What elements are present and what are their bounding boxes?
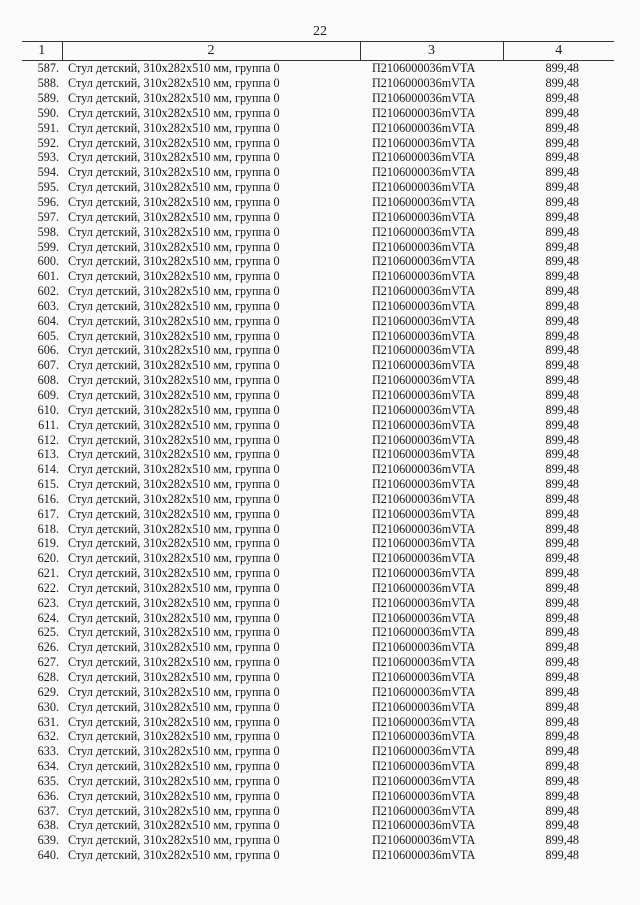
table-row <box>22 284 614 299</box>
table-row <box>22 224 614 239</box>
item-price-cell: 899,48 <box>545 744 579 759</box>
item-code-cell: П2106000036mVTA <box>372 536 476 551</box>
row-number-cell: 614. <box>37 462 59 477</box>
item-price-cell: 899,48 <box>545 91 579 106</box>
table-row <box>22 684 614 699</box>
item-name-cell: Стул детский, 310x282x510 мм, группа 0 <box>68 788 280 803</box>
table-row <box>22 91 614 106</box>
row-number-cell: 636. <box>37 788 59 803</box>
item-code-cell: П2106000036mVTA <box>372 120 476 135</box>
item-code-cell: П2106000036mVTA <box>372 818 476 833</box>
item-name-cell: Стул детский, 310x282x510 мм, группа 0 <box>68 477 280 492</box>
table-row <box>22 818 614 833</box>
item-price-cell: 899,48 <box>545 625 579 640</box>
inventory-table-container <box>22 41 614 863</box>
item-code-cell: П2106000036mVTA <box>372 180 476 195</box>
table-row <box>22 432 614 447</box>
item-code-cell: П2106000036mVTA <box>372 61 476 76</box>
item-code-cell: П2106000036mVTA <box>372 76 476 91</box>
table-row <box>22 610 614 625</box>
item-price-cell: 899,48 <box>545 150 579 165</box>
row-number-cell: 599. <box>37 239 59 254</box>
table-row <box>22 774 614 789</box>
item-name-cell: Стул детский, 310x282x510 мм, группа 0 <box>68 402 280 417</box>
item-name-cell: Стул детский, 310x282x510 мм, группа 0 <box>68 284 280 299</box>
table-row <box>22 536 614 551</box>
item-name-cell: Стул детский, 310x282x510 мм, группа 0 <box>68 491 280 506</box>
row-number-cell: 588. <box>37 76 59 91</box>
table-row <box>22 76 614 91</box>
item-price-cell: 899,48 <box>545 640 579 655</box>
item-name-cell: Стул детский, 310x282x510 мм, группа 0 <box>68 298 280 313</box>
column-header-3: 3 <box>360 42 503 61</box>
item-price-cell: 899,48 <box>545 209 579 224</box>
item-name-cell: Стул детский, 310x282x510 мм, группа 0 <box>68 373 280 388</box>
item-price-cell: 899,48 <box>545 506 579 521</box>
row-number-cell: 620. <box>37 551 59 566</box>
item-price-cell: 899,48 <box>545 373 579 388</box>
item-code-cell: П2106000036mVTA <box>372 773 476 788</box>
page-number: 22 <box>313 24 327 39</box>
row-number-cell: 606. <box>37 343 59 358</box>
item-price-cell: 899,48 <box>545 595 579 610</box>
row-number-cell: 600. <box>37 254 59 269</box>
item-name-cell: Стул детский, 310x282x510 мм, группа 0 <box>68 105 280 120</box>
row-number-cell: 632. <box>37 729 59 744</box>
header-row <box>22 42 614 61</box>
item-price-cell: 899,48 <box>545 224 579 239</box>
table-row <box>22 106 614 121</box>
row-number-cell: 640. <box>37 848 59 863</box>
item-name-cell: Стул детский, 310x282x510 мм, группа 0 <box>68 595 280 610</box>
table-row <box>22 447 614 462</box>
table-row <box>22 477 614 492</box>
row-number-cell: 610. <box>37 402 59 417</box>
item-code-cell: П2106000036mVTA <box>372 551 476 566</box>
item-price-cell: 899,48 <box>545 788 579 803</box>
item-price-cell: 899,48 <box>545 699 579 714</box>
item-price-cell: 899,48 <box>545 729 579 744</box>
item-name-cell: Стул детский, 310x282x510 мм, группа 0 <box>68 120 280 135</box>
row-number-cell: 635. <box>37 773 59 788</box>
item-name-cell: Стул детский, 310x282x510 мм, группа 0 <box>68 76 280 91</box>
item-price-cell: 899,48 <box>545 61 579 76</box>
item-code-cell: П2106000036mVTA <box>372 521 476 536</box>
item-name-cell: Стул детский, 310x282x510 мм, группа 0 <box>68 387 280 402</box>
item-price-cell: 899,48 <box>545 833 579 848</box>
item-price-cell: 899,48 <box>545 417 579 432</box>
row-number-cell: 613. <box>37 447 59 462</box>
table-row <box>22 135 614 150</box>
item-name-cell: Стул детский, 310x282x510 мм, группа 0 <box>68 417 280 432</box>
row-number-cell: 602. <box>37 284 59 299</box>
item-code-cell: П2106000036mVTA <box>372 254 476 269</box>
table-row <box>22 581 614 596</box>
item-code-cell: П2106000036mVTA <box>372 402 476 417</box>
item-code-cell: П2106000036mVTA <box>372 714 476 729</box>
item-code-cell: П2106000036mVTA <box>372 447 476 462</box>
item-price-cell: 899,48 <box>545 655 579 670</box>
item-name-cell: Стул детский, 310x282x510 мм, группа 0 <box>68 91 280 106</box>
item-price-cell: 899,48 <box>545 759 579 774</box>
row-number-cell: 590. <box>37 105 59 120</box>
row-number-cell: 625. <box>37 625 59 640</box>
item-price-cell: 899,48 <box>545 284 579 299</box>
table-row <box>22 388 614 403</box>
item-name-cell: Стул детский, 310x282x510 мм, группа 0 <box>68 536 280 551</box>
item-code-cell: П2106000036mVTA <box>372 150 476 165</box>
item-name-cell: Стул детский, 310x282x510 мм, группа 0 <box>68 506 280 521</box>
item-name-cell: Стул детский, 310x282x510 мм, группа 0 <box>68 848 280 863</box>
table-header <box>22 42 614 61</box>
table-row <box>22 209 614 224</box>
item-name-cell: Стул детский, 310x282x510 мм, группа 0 <box>68 833 280 848</box>
row-number-cell: 621. <box>37 566 59 581</box>
table-row <box>22 714 614 729</box>
item-code-cell: П2106000036mVTA <box>372 744 476 759</box>
item-name-cell: Стул детский, 310x282x510 мм, группа 0 <box>68 195 280 210</box>
table-row <box>22 551 614 566</box>
item-code-cell: П2106000036mVTA <box>372 595 476 610</box>
item-price-cell: 899,48 <box>545 328 579 343</box>
table-row <box>22 759 614 774</box>
item-code-cell: П2106000036mVTA <box>372 91 476 106</box>
item-price-cell: 899,48 <box>545 684 579 699</box>
table-row <box>22 239 614 254</box>
table-body <box>22 61 614 863</box>
item-code-cell: П2106000036mVTA <box>372 224 476 239</box>
item-name-cell: Стул детский, 310x282x510 мм, группа 0 <box>68 447 280 462</box>
row-number-cell: 615. <box>37 477 59 492</box>
item-price-cell: 899,48 <box>545 298 579 313</box>
row-number-cell: 623. <box>37 595 59 610</box>
item-code-cell: П2106000036mVTA <box>372 209 476 224</box>
row-number-cell: 607. <box>37 358 59 373</box>
row-number-cell: 608. <box>37 373 59 388</box>
item-code-cell: П2106000036mVTA <box>372 135 476 150</box>
item-price-cell: 899,48 <box>545 239 579 254</box>
item-price-cell: 899,48 <box>545 477 579 492</box>
item-name-cell: Стул детский, 310x282x510 мм, группа 0 <box>68 61 280 76</box>
table-row <box>22 699 614 714</box>
table-row <box>22 165 614 180</box>
item-price-cell: 899,48 <box>545 105 579 120</box>
table-row <box>22 417 614 432</box>
item-name-cell: Стул детский, 310x282x510 мм, группа 0 <box>68 209 280 224</box>
item-price-cell: 899,48 <box>545 447 579 462</box>
item-price-cell: 899,48 <box>545 402 579 417</box>
item-code-cell: П2106000036mVTA <box>372 298 476 313</box>
item-code-cell: П2106000036mVTA <box>372 462 476 477</box>
table-row <box>22 328 614 343</box>
item-code-cell: П2106000036mVTA <box>372 506 476 521</box>
row-number-cell: 622. <box>37 580 59 595</box>
table-row <box>22 788 614 803</box>
item-code-cell: П2106000036mVTA <box>372 491 476 506</box>
item-name-cell: Стул детский, 310x282x510 мм, группа 0 <box>68 714 280 729</box>
item-name-cell: Стул детский, 310x282x510 мм, группа 0 <box>68 803 280 818</box>
item-code-cell: П2106000036mVTA <box>372 417 476 432</box>
row-number-cell: 589. <box>37 91 59 106</box>
row-number-cell: 616. <box>37 491 59 506</box>
item-code-cell: П2106000036mVTA <box>372 699 476 714</box>
item-price-cell: 899,48 <box>545 76 579 91</box>
item-name-cell: Стул детский, 310x282x510 мм, группа 0 <box>68 180 280 195</box>
table-row <box>22 566 614 581</box>
item-name-cell: Стул детский, 310x282x510 мм, группа 0 <box>68 254 280 269</box>
row-number-cell: 638. <box>37 818 59 833</box>
row-number-cell: 630. <box>37 699 59 714</box>
item-price-cell: 899,48 <box>545 343 579 358</box>
item-name-cell: Стул детский, 310x282x510 мм, группа 0 <box>68 566 280 581</box>
row-number-cell: 626. <box>37 640 59 655</box>
table-row <box>22 120 614 135</box>
table-row <box>22 462 614 477</box>
item-price-cell: 899,48 <box>545 491 579 506</box>
item-price-cell: 899,48 <box>545 714 579 729</box>
item-name-cell: Стул детский, 310x282x510 мм, группа 0 <box>68 580 280 595</box>
table-row <box>22 848 614 863</box>
row-number-cell: 604. <box>37 313 59 328</box>
item-name-cell: Стул детский, 310x282x510 мм, группа 0 <box>68 135 280 150</box>
item-code-cell: П2106000036mVTA <box>372 625 476 640</box>
row-number-cell: 628. <box>37 670 59 685</box>
row-number-cell: 597. <box>37 209 59 224</box>
item-name-cell: Стул детский, 310x282x510 мм, группа 0 <box>68 239 280 254</box>
item-price-cell: 899,48 <box>545 358 579 373</box>
item-name-cell: Стул детский, 310x282x510 мм, группа 0 <box>68 269 280 284</box>
item-price-cell: 899,48 <box>545 462 579 477</box>
item-code-cell: П2106000036mVTA <box>372 387 476 402</box>
row-number-cell: 624. <box>37 610 59 625</box>
item-price-cell: 899,48 <box>545 432 579 447</box>
item-code-cell: П2106000036mVTA <box>372 848 476 863</box>
item-name-cell: Стул детский, 310x282x510 мм, группа 0 <box>68 150 280 165</box>
row-number-cell: 592. <box>37 135 59 150</box>
row-number-cell: 611. <box>38 417 59 432</box>
item-price-cell: 899,48 <box>545 670 579 685</box>
item-name-cell: Стул детский, 310x282x510 мм, группа 0 <box>68 699 280 714</box>
item-price-cell: 899,48 <box>545 135 579 150</box>
item-name-cell: Стул детский, 310x282x510 мм, группа 0 <box>68 625 280 640</box>
item-code-cell: П2106000036mVTA <box>372 343 476 358</box>
item-price-cell: 899,48 <box>545 803 579 818</box>
item-price-cell: 899,48 <box>545 387 579 402</box>
table-row <box>22 744 614 759</box>
item-name-cell: Стул детский, 310x282x510 мм, группа 0 <box>68 551 280 566</box>
row-number-cell: 601. <box>37 269 59 284</box>
column-header-2: 2 <box>62 42 360 61</box>
item-name-cell: Стул детский, 310x282x510 мм, группа 0 <box>68 744 280 759</box>
row-number-cell: 619. <box>37 536 59 551</box>
item-code-cell: П2106000036mVTA <box>372 477 476 492</box>
row-number-cell: 593. <box>37 150 59 165</box>
row-number-cell: 633. <box>37 744 59 759</box>
row-number-cell: 598. <box>37 224 59 239</box>
row-number-cell: 587. <box>37 61 59 76</box>
table-row <box>22 595 614 610</box>
item-code-cell: П2106000036mVTA <box>372 358 476 373</box>
table-row <box>22 833 614 848</box>
row-number-cell: 634. <box>37 759 59 774</box>
item-code-cell: П2106000036mVTA <box>372 284 476 299</box>
item-name-cell: Стул детский, 310x282x510 мм, группа 0 <box>68 670 280 685</box>
item-code-cell: П2106000036mVTA <box>372 684 476 699</box>
item-code-cell: П2106000036mVTA <box>372 432 476 447</box>
item-price-cell: 899,48 <box>545 521 579 536</box>
item-code-cell: П2106000036mVTA <box>372 373 476 388</box>
row-number-cell: 609. <box>37 387 59 402</box>
row-number-cell: 617. <box>37 506 59 521</box>
column-header-1: 1 <box>22 42 62 61</box>
item-name-cell: Стул детский, 310x282x510 мм, группа 0 <box>68 462 280 477</box>
item-name-cell: Стул детский, 310x282x510 мм, группа 0 <box>68 729 280 744</box>
item-code-cell: П2106000036mVTA <box>372 640 476 655</box>
item-name-cell: Стул детский, 310x282x510 мм, группа 0 <box>68 313 280 328</box>
item-name-cell: Стул детский, 310x282x510 мм, группа 0 <box>68 773 280 788</box>
item-price-cell: 899,48 <box>545 848 579 863</box>
item-code-cell: П2106000036mVTA <box>372 239 476 254</box>
column-header-4: 4 <box>503 42 614 61</box>
table-row <box>22 402 614 417</box>
row-number-cell: 605. <box>37 328 59 343</box>
row-number-cell: 612. <box>37 432 59 447</box>
row-number-cell: 631. <box>37 714 59 729</box>
item-price-cell: 899,48 <box>545 195 579 210</box>
table-row <box>22 373 614 388</box>
table-row <box>22 640 614 655</box>
item-price-cell: 899,48 <box>545 313 579 328</box>
item-code-cell: П2106000036mVTA <box>372 566 476 581</box>
item-name-cell: Стул детский, 310x282x510 мм, группа 0 <box>68 343 280 358</box>
item-name-cell: Стул детский, 310x282x510 мм, группа 0 <box>68 759 280 774</box>
item-name-cell: Стул детский, 310x282x510 мм, группа 0 <box>68 328 280 343</box>
table-row <box>22 254 614 269</box>
row-number-cell: 618. <box>37 521 59 536</box>
table-row <box>22 195 614 210</box>
table-row <box>22 61 614 76</box>
item-price-cell: 899,48 <box>545 120 579 135</box>
table-row <box>22 506 614 521</box>
item-name-cell: Стул детский, 310x282x510 мм, группа 0 <box>68 655 280 670</box>
row-number-cell: 595. <box>37 180 59 195</box>
item-code-cell: П2106000036mVTA <box>372 729 476 744</box>
table-row <box>22 358 614 373</box>
item-price-cell: 899,48 <box>545 180 579 195</box>
item-code-cell: П2106000036mVTA <box>372 195 476 210</box>
item-price-cell: 899,48 <box>545 551 579 566</box>
row-number-cell: 591. <box>37 120 59 135</box>
item-code-cell: П2106000036mVTA <box>372 328 476 343</box>
row-number-cell: 627. <box>37 655 59 670</box>
table-row <box>22 313 614 328</box>
item-name-cell: Стул детский, 310x282x510 мм, группа 0 <box>68 610 280 625</box>
item-price-cell: 899,48 <box>545 254 579 269</box>
item-name-cell: Стул детский, 310x282x510 мм, группа 0 <box>68 358 280 373</box>
item-name-cell: Стул детский, 310x282x510 мм, группа 0 <box>68 818 280 833</box>
item-price-cell: 899,48 <box>545 269 579 284</box>
table-row <box>22 299 614 314</box>
item-name-cell: Стул детский, 310x282x510 мм, группа 0 <box>68 684 280 699</box>
item-code-cell: П2106000036mVTA <box>372 670 476 685</box>
item-price-cell: 899,48 <box>545 566 579 581</box>
item-code-cell: П2106000036mVTA <box>372 165 476 180</box>
item-name-cell: Стул детский, 310x282x510 мм, группа 0 <box>68 224 280 239</box>
item-code-cell: П2106000036mVTA <box>372 833 476 848</box>
item-price-cell: 899,48 <box>545 580 579 595</box>
item-code-cell: П2106000036mVTA <box>372 580 476 595</box>
item-code-cell: П2106000036mVTA <box>372 105 476 120</box>
item-code-cell: П2106000036mVTA <box>372 269 476 284</box>
row-number-cell: 629. <box>37 684 59 699</box>
item-name-cell: Стул детский, 310x282x510 мм, группа 0 <box>68 640 280 655</box>
item-code-cell: П2106000036mVTA <box>372 655 476 670</box>
item-price-cell: 899,48 <box>545 773 579 788</box>
item-code-cell: П2106000036mVTA <box>372 788 476 803</box>
table-row <box>22 491 614 506</box>
item-code-cell: П2106000036mVTA <box>372 610 476 625</box>
item-code-cell: П2106000036mVTA <box>372 759 476 774</box>
table-row <box>22 343 614 358</box>
item-price-cell: 899,48 <box>545 818 579 833</box>
row-number-cell: 637. <box>37 803 59 818</box>
table-row <box>22 625 614 640</box>
table-row <box>22 655 614 670</box>
item-name-cell: Стул детский, 310x282x510 мм, группа 0 <box>68 432 280 447</box>
row-number-cell: 603. <box>37 298 59 313</box>
table-row <box>22 729 614 744</box>
table-row <box>22 670 614 685</box>
row-number-cell: 594. <box>37 165 59 180</box>
table-row <box>22 521 614 536</box>
item-price-cell: 899,48 <box>545 536 579 551</box>
table-row <box>22 269 614 284</box>
item-price-cell: 899,48 <box>545 165 579 180</box>
item-name-cell: Стул детский, 310x282x510 мм, группа 0 <box>68 165 280 180</box>
item-code-cell: П2106000036mVTA <box>372 803 476 818</box>
table-row <box>22 803 614 818</box>
inventory-table <box>22 41 614 863</box>
row-number-cell: 639. <box>37 833 59 848</box>
item-code-cell: П2106000036mVTA <box>372 313 476 328</box>
item-name-cell: Стул детский, 310x282x510 мм, группа 0 <box>68 521 280 536</box>
table-row <box>22 150 614 165</box>
table-row <box>22 180 614 195</box>
row-number-cell: 596. <box>37 195 59 210</box>
item-price-cell: 899,48 <box>545 610 579 625</box>
